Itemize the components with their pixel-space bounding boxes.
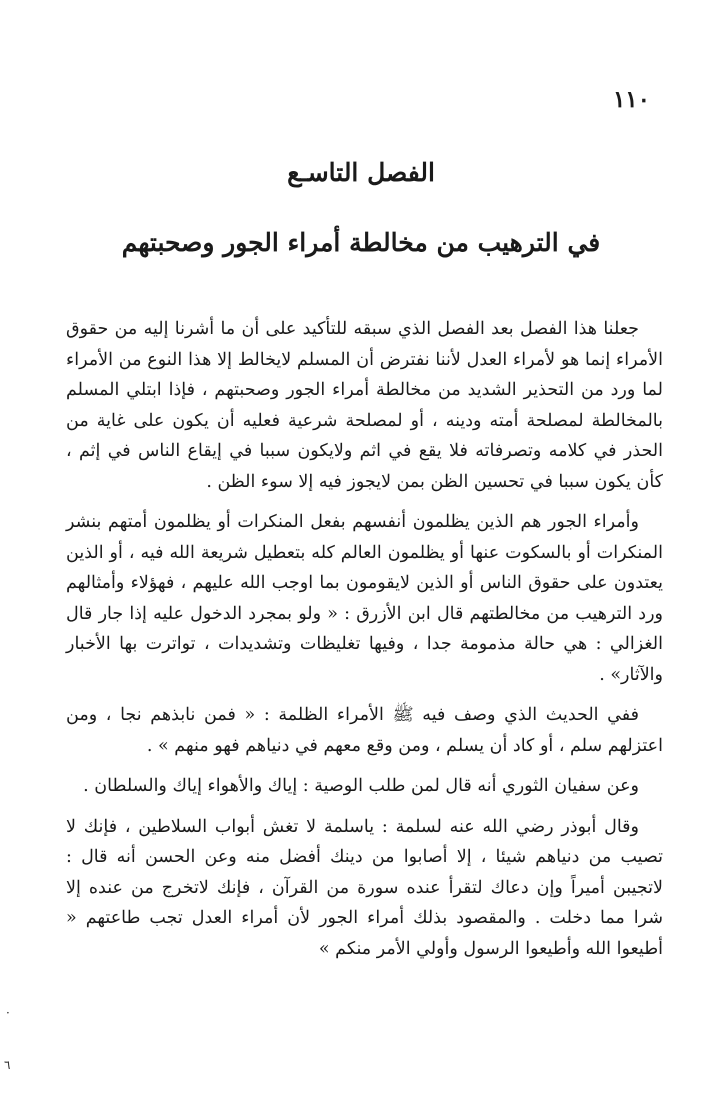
paragraph: جعلنا هذا الفصل بعد الفصل الذي سبقه للتأكيد على أن ما أشرنا إليه من حقوق الأمراء إنما هو لأمراء العدل لأننا نفترض أن المسلم لايخالط إلا هذا النوع من الأمراء لما ورد من التحذير الشديد من مخالطة أمراء الجور وصحبتهم ، فإذا ابتلي المسلم بالمخالطة لمصلحة أمته ودينه ، أو لمصلحة شرعية فعليه أن يكون على غاية من الحذر في كلامه وتصرفاته فلا يقع في اثم ولايكون سببا في إيقاع الناس في إثم ، كأن يكون سببا في تحسين الظن بمن لايجوز فيه إلا سوء الظن . <box>66 319 663 492</box>
body-text <box>66 314 663 974</box>
paragraph: ففي الحديث الذي وصف فيه ﷺ الأمراء الظلمة : « فمن نابذهم نجا ، ومن اعتزلهم سلم ، أو كاد أن يسلم ، ومن وقع معهم في دنياهم فهو منهم » . <box>66 705 663 756</box>
paragraph: وأمراء الجور هم الذين يظلمون أنفسهم بفعل المنكرات أو يظلمون أمتهم بنشر المنكرات أو بالسكوت عنها أو يظلمون العالم كله بتعطيل شريعة الله فيه ، أو الذين يعتدون على حقوق الناس أو الذين لايقومون بما اوجب الله عليهم ، فهؤلاء وأمثالهم ورد الترهيب من مخالطتهم قال ابن الأزرق : « ولو بمجرد الدخول عليه إذا جار قال الغزالي : هي حالة مذمومة جدا ، وفيها تغليظات وتشديدات ، تواترت بها الأخبار والآثار» . <box>66 512 663 685</box>
paragraph: وعن سفيان الثوري أنه قال لمن طلب الوصية : إياك والأهواء إياك والسلطان . <box>83 776 639 796</box>
margin-mark: ٦ <box>4 1058 11 1072</box>
paragraph: وقال أبوذر رضي الله عنه لسلمة : ياسلمة لا تغش أبواب السلاطين ، فإنك لا تصيب من دنياهم شيئا ، إلا أصابوا من دينك أفضل منه وعن الحسن أنه قال : لاتجيبن أميراً وإن دعاك لتقرأ عنده سورة من القرآن ، فإنك لاتخرج من عنده إلا شرا مما دخلت . والمقصود بذلك أمراء الجور لأن أمراء العدل تجب طاعتهم « أطيعوا الله وأطيعوا الرسول وأولي الأمر منكم » <box>66 816 663 959</box>
page-number: ١١٠ <box>612 86 650 113</box>
margin-mark: · <box>6 1006 10 1020</box>
chapter-subtitle: في الترهيب من مخالطة أمراء الجور وصحبتهم <box>121 228 601 257</box>
chapter-title: الفصل التاسـع <box>287 158 435 187</box>
